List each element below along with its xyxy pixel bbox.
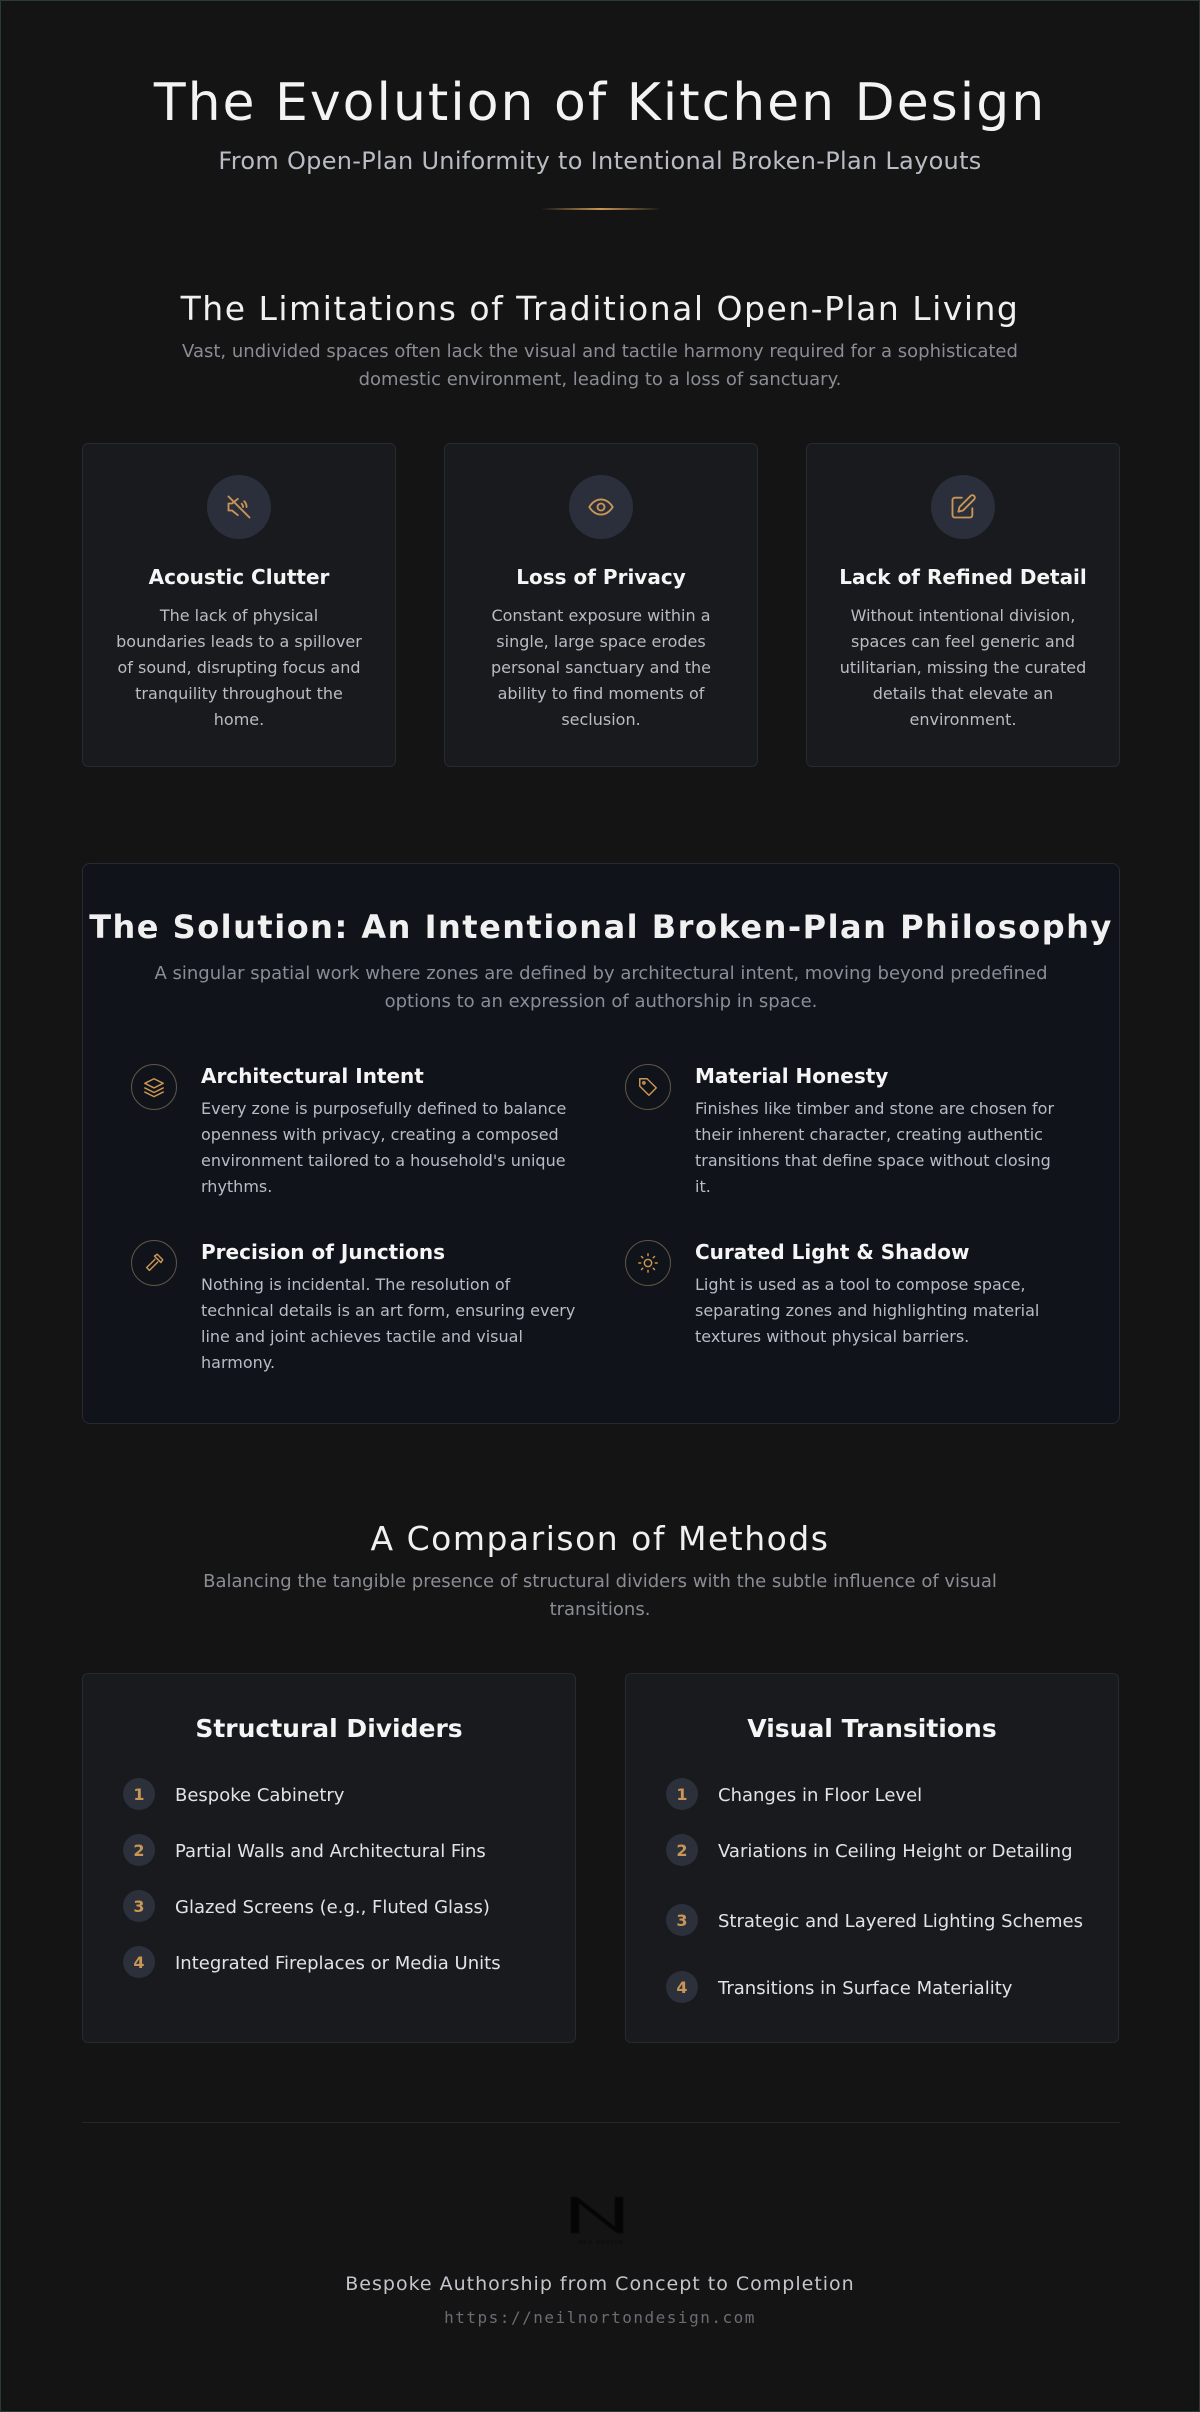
edit-icon	[931, 475, 995, 539]
limitation-title: Loss of Privacy	[516, 565, 686, 589]
limitations-title: The Limitations of Traditional Open-Plan Living	[180, 289, 1020, 328]
item-number-badge: 3	[123, 1890, 155, 1922]
comparison-card-structural	[82, 1673, 576, 2043]
footer-url-link[interactable]: https://neilnortondesign.com	[444, 2308, 756, 2327]
item-text: Strategic and Layered Lighting Schemes	[718, 1911, 1083, 1932]
item-text: Bespoke Cabinetry	[175, 1785, 345, 1806]
item-text: Changes in Floor Level	[718, 1785, 923, 1806]
item-number-badge: 2	[666, 1834, 698, 1866]
solution-title: The Solution: An Intentional Broken-Plan Philosophy	[89, 908, 1113, 946]
svg-text:NEIL NORTON: NEIL NORTON	[578, 2240, 624, 2246]
item-number-badge: 2	[123, 1834, 155, 1866]
page-title: The Evolution of Kitchen Design	[153, 73, 1047, 133]
sun-icon	[625, 1240, 671, 1286]
limitation-text: The lack of physical boundaries leads to a spillover of sound, disrupting focus and tranquility throughout the home.	[116, 606, 362, 729]
comparison-card-visual	[625, 1673, 1119, 2043]
feature-title: Architectural Intent	[201, 1064, 424, 1088]
solution-panel	[82, 863, 1120, 1424]
feature-text: Every zone is purposefully defined to balance openness with privacy, creating a composed environment tailored to a household's unique rhythms.	[201, 1099, 567, 1196]
item-text: Variations in Ceiling Height or Detailing	[718, 1841, 1073, 1862]
comparison-card-title: Structural Dividers	[195, 1714, 463, 1743]
limitation-card-detail	[806, 443, 1120, 767]
item-number-badge: 4	[666, 1971, 698, 2003]
limitation-text: Without intentional division, spaces can feel generic and utilitarian, missing the curated details that elevate an environment.	[839, 606, 1087, 729]
feature-text: Nothing is incidental. The resolution of technical details is an art form, ensuring every line and joint achieves tactile and visual harmony.	[201, 1275, 576, 1372]
page-subtitle: From Open-Plan Uniformity to Intentional Broken-Plan Layouts	[218, 147, 982, 175]
item-number-badge: 4	[123, 1946, 155, 1978]
brand-logo-icon	[565, 2187, 637, 2247]
limitation-text: Constant exposure within a single, large space erodes personal sanctuary and the ability to find moments of seclusion.	[490, 606, 712, 729]
volume-off-icon	[207, 475, 271, 539]
feature-title: Precision of Junctions	[201, 1240, 445, 1264]
limitation-title: Lack of Refined Detail	[839, 565, 1087, 589]
comparison-title: A Comparison of Methods	[370, 1519, 830, 1558]
feature-title: Curated Light & Shadow	[695, 1240, 970, 1264]
item-number-badge: 1	[666, 1778, 698, 1810]
hammer-icon	[131, 1240, 177, 1286]
limitations-description: Vast, undivided spaces often lack the visual and tactile harmony required for a sophisticated domestic environment, leading to a loss of sanctuary.	[182, 341, 1018, 390]
tag-icon	[625, 1064, 671, 1110]
feature-text: Finishes like timber and stone are chosen for their inherent character, creating authentic transitions that define space without closing it.	[695, 1099, 1055, 1196]
title-divider	[541, 208, 661, 210]
item-number-badge: 1	[123, 1778, 155, 1810]
layers-icon	[131, 1064, 177, 1110]
footer-tagline: Bespoke Authorship from Concept to Completion	[345, 2273, 855, 2295]
comparison-description: Balancing the tangible presence of structural dividers with the subtle influence of visual transitions.	[203, 1571, 997, 1620]
item-text: Partial Walls and Architectural Fins	[175, 1841, 486, 1862]
limitation-card-privacy	[444, 443, 758, 767]
footer-divider	[82, 2122, 1120, 2123]
limitation-card-acoustic	[82, 443, 396, 767]
item-text: Glazed Screens (e.g., Fluted Glass)	[175, 1897, 490, 1918]
eye-icon	[569, 475, 633, 539]
item-text: Transitions in Surface Materiality	[718, 1978, 1013, 1999]
item-number-badge: 3	[666, 1904, 698, 1936]
item-text: Integrated Fireplaces or Media Units	[175, 1953, 501, 1974]
limitation-title: Acoustic Clutter	[148, 565, 330, 589]
solution-description: A singular spatial work where zones are defined by architectural intent, moving beyond predefined options to an expression of authorship in space.	[154, 963, 1048, 1012]
comparison-card-title: Visual Transitions	[747, 1714, 997, 1743]
feature-title: Material Honesty	[695, 1064, 889, 1088]
feature-text: Light is used as a tool to compose space, separating zones and highlighting material textures without physical barriers.	[695, 1275, 1040, 1346]
